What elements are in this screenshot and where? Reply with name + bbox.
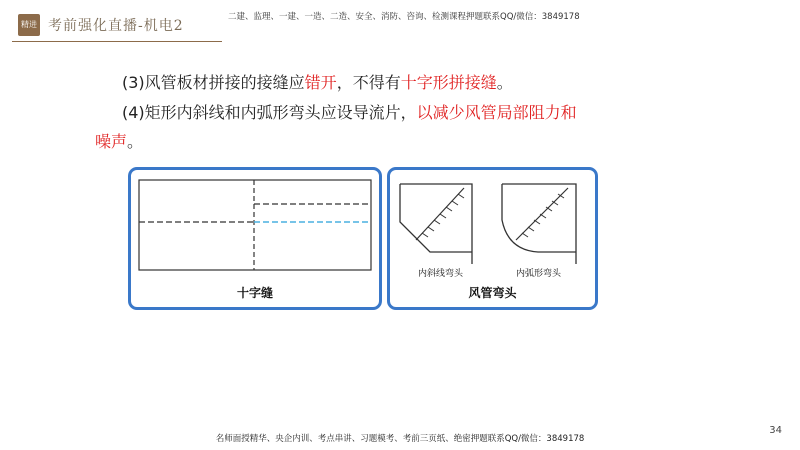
text-segment: 。 [127,132,144,151]
cross-seam-figure [128,167,382,310]
elbow-arc-label: 内弧形弯头 [516,269,562,279]
paragraph-3 [122,72,513,94]
text-segment: 。 [496,73,513,92]
logo: 精进 [18,14,40,36]
top-ad-text: 二建、监理、一建、一造、二造、安全、消防、咨询、检测课程押题联系QQ/微信：3849178 [228,12,580,22]
paragraph-4 [122,102,577,124]
page-number: 34 [769,425,782,436]
text-segment: (4)矩形内斜线和内弧形弯头应设导流片， [122,103,417,122]
header-divider [12,41,222,42]
highlight-text: 错开 [304,73,337,92]
elbow-diagonal-label: 内斜线弯头 [418,269,464,279]
duct-elbow-caption: 风管弯头 [468,286,517,300]
highlight-text: 十字形拼接缝 [400,73,497,92]
highlight-text: 以减少风管局部阻力和 [416,103,577,122]
text-segment: ，不得有 [336,73,401,92]
text-segment: (3)风管板材拼接的接缝应 [122,73,305,92]
bottom-ad-text: 名师面授精华、央企内训、考点串讲、习题模考、考前三页纸、绝密押题联系QQ/微信：3849178 [215,434,585,444]
highlight-text: 噪声 [95,132,128,151]
duct-elbow-figure [387,167,598,310]
header [0,0,800,48]
cross-seam-caption: 十字缝 [236,286,273,300]
paragraph-4-continued [95,131,143,153]
header-title: 考前强化直播-机电2 [48,18,184,34]
